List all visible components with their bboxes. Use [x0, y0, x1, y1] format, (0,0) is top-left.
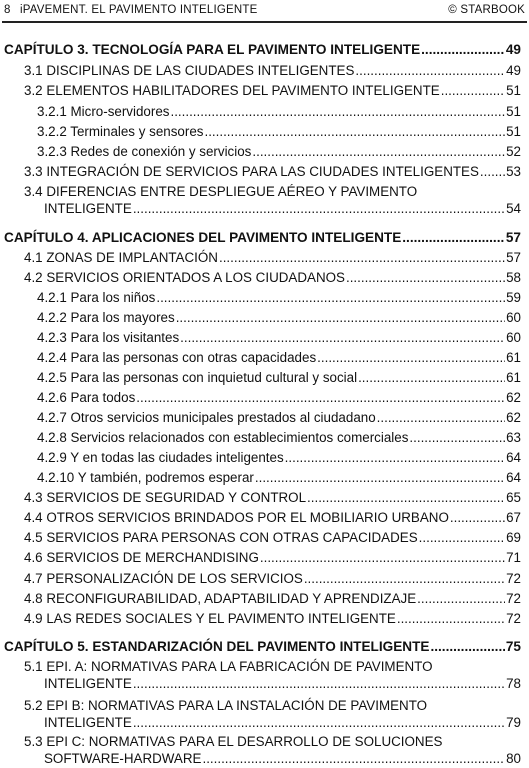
page-ref: 65 [506, 490, 521, 505]
page-ref: 51 [506, 124, 521, 139]
page-header [4, 1, 525, 19]
leader-dots [219, 249, 505, 266]
leader-dots [419, 529, 505, 546]
page-ref: 80 [506, 751, 521, 766]
leader-dots [156, 289, 505, 306]
leader-dots [180, 329, 505, 346]
toc-section-4-3: 4.3 SERVICIOS DE SEGURIDAD Y CONTROL ..... 65 [24, 489, 521, 506]
toc-section-4-5: 4.5 SERVICIOS PARA PERSONAS CON OTRAS CAPACIDADES ..... 69 [24, 529, 521, 546]
toc-section-4-7: 4.7 PERSONALIZACIÓN DE LOS SERVICIOS ..... 72 [24, 570, 521, 587]
toc-subsection-4-2-3: 4.2.3 Para los visitantes ..... 60 [37, 329, 521, 346]
toc-subsection-3-2-3: 3.2.3 Redes de conexión y servicios ..... 52 [37, 143, 521, 160]
leader-dots [133, 714, 505, 731]
toc-section-3-1: 3.1 DISCIPLINAS DE LAS CIUDADES INTELIGENTES ..... 49 [24, 62, 521, 79]
leader-dots [202, 750, 505, 767]
page-ref: 72 [506, 591, 521, 606]
leader-dots [204, 123, 505, 140]
toc-section-4-9: 4.9 LAS REDES SOCIALES Y EL PAVIMENTO INTELIGENTE ..... 72 [24, 610, 521, 627]
toc-subsection-4-2-7: 4.2.7 Otros servicios municipales prestados al ciudadano ..... 62 [37, 409, 521, 426]
page-ref: 59 [506, 290, 521, 305]
leader-dots [260, 549, 505, 566]
page-ref: 72 [506, 611, 521, 626]
toc-subsection-4-2-2: 4.2.2 Para los mayores ..... 60 [37, 309, 521, 326]
toc-subsection-4-2-8: 4.2.8 Servicios relacionados con establecimientos comerciales ..... 63 [37, 429, 521, 446]
leader-dots [409, 429, 505, 446]
header-divider [2, 21, 527, 23]
page-ref: 78 [506, 676, 521, 691]
leader-dots [355, 62, 505, 79]
toc-chapter-5: CAPÍTULO 5. ESTANDARIZACIÓN DEL PAVIMENTO INTELIGENTE ..... 75 [4, 638, 521, 655]
page-ref: 57 [505, 230, 521, 245]
toc-section-4-4: 4.4 OTROS SERVICIOS BRINDADOS POR EL MOBILIARIO URBANO ..... 67 [24, 509, 521, 526]
page-ref: 60 [506, 310, 521, 325]
leader-dots [430, 638, 504, 655]
leader-dots [450, 509, 505, 526]
toc-section-4-6: 4.6 SERVICIOS DE MERCHANDISING ..... 71 [24, 549, 521, 566]
leader-dots [421, 41, 505, 58]
leader-dots [346, 269, 505, 286]
page-ref: 61 [506, 370, 521, 385]
leader-dots [441, 82, 505, 99]
page-ref: 61 [506, 350, 521, 365]
leader-dots [417, 590, 505, 607]
page-ref: 57 [506, 250, 521, 265]
page-ref: 64 [506, 470, 521, 485]
page-ref: 63 [506, 430, 521, 445]
toc-subsection-4-2-4: 4.2.4 Para las personas con otras capacidades ..... 61 [37, 349, 521, 366]
toc-subsection-4-2-6: 4.2.6 Para todos ..... 62 [37, 389, 521, 406]
toc-section-3-4: 3.4 DIFERENCIAS ENTRE DESPLIEGUE AÉREO Y PAVIMENTO INTELIGENTE ..... 54 [24, 183, 521, 217]
leader-dots [170, 103, 505, 120]
toc-section-4-1: 4.1 ZONAS DE IMPLANTACIÓN ..... 57 [24, 249, 521, 266]
leader-dots [377, 409, 505, 426]
leader-dots [133, 675, 505, 692]
leader-dots [176, 309, 505, 326]
page-ref: 79 [506, 715, 521, 730]
leader-dots [307, 489, 505, 506]
page-ref: 58 [506, 270, 521, 285]
leader-dots [252, 143, 505, 160]
toc-subsection-3-2-1: 3.2.1 Micro-servidores ..... 51 [37, 103, 521, 120]
leader-dots [402, 229, 505, 246]
page-ref: 52 [506, 144, 521, 159]
running-title: iPAVEMENT. EL PAVIMENTO INTELIGENTE [20, 4, 258, 16]
toc-section-5-2: 5.2 EPI B: NORMATIVAS PARA LA INSTALACIÓN DE PAVIMENTO INTELIGENTE ..... 79 [24, 697, 521, 731]
page-ref: 69 [506, 530, 521, 545]
leader-dots [285, 449, 505, 466]
toc-section-4-8: 4.8 RECONFIGURABILIDAD, ADAPTABILIDAD Y APRENDIZAJE ..... 72 [24, 590, 521, 607]
page-ref: 51 [506, 104, 521, 119]
page-ref: 62 [506, 410, 521, 425]
leader-dots [358, 369, 505, 386]
publisher-mark: © STARBOOK [448, 4, 525, 16]
page-ref: 49 [505, 42, 521, 57]
leader-dots [136, 389, 505, 406]
toc-subsection-3-2-2: 3.2.2 Terminales y sensores ..... 51 [37, 123, 521, 140]
page-ref: 49 [506, 63, 521, 78]
leader-dots [480, 163, 505, 180]
toc-section-5-3: 5.3 EPI C: NORMATIVAS PARA EL DESARROLLO DE SOLUCIONES SOFTWARE-HARDWARE ..... 80 [24, 733, 521, 767]
page-ref: 51 [506, 83, 521, 98]
toc-section-5-1: 5.1 EPI. A: NORMATIVAS PARA LA FABRICACIÓN DE PAVIMENTO INTELIGENTE ..... 78 [24, 658, 521, 692]
page-ref: 53 [506, 164, 521, 179]
toc-section-3-3: 3.3 INTEGRACIÓN DE SERVICIOS PARA LAS CIUDADES INTELIGENTES ..... 53 [24, 163, 521, 180]
leader-dots [317, 349, 505, 366]
leader-dots [397, 610, 505, 627]
page-ref: 64 [506, 450, 521, 465]
toc-section-3-2: 3.2 ELEMENTOS HABILITADORES DEL PAVIMENTO INTELIGENTE ..... 51 [24, 82, 521, 99]
page-ref: 67 [506, 510, 521, 525]
toc-subsection-4-2-1: 4.2.1 Para los niños ..... 59 [37, 289, 521, 306]
toc-chapter-4: CAPÍTULO 4. APLICACIONES DEL PAVIMENTO INTELIGENTE ..... 57 [4, 229, 521, 246]
page-ref: 71 [506, 550, 521, 565]
page-ref: 72 [506, 571, 521, 586]
toc-section-4-2: 4.2 SERVICIOS ORIENTADOS A LOS CIUDADANOS ..... 58 [24, 269, 521, 286]
toc-subsection-4-2-9: 4.2.9 Y en todas las ciudades inteligentes ..... 64 [37, 449, 521, 466]
toc-subsection-4-2-10: 4.2.10 Y también, podremos esperar ..... 64 [37, 469, 521, 486]
page-ref: 62 [506, 390, 521, 405]
page-number: 8 [4, 4, 11, 16]
page-ref: 54 [506, 201, 521, 216]
leader-dots [255, 469, 505, 486]
leader-dots [304, 570, 505, 587]
leader-dots [133, 200, 505, 217]
toc-subsection-4-2-5: 4.2.5 Para las personas con inquietud cultural y social ..... 61 [37, 369, 521, 386]
page-ref: 75 [505, 639, 521, 654]
page-ref: 60 [506, 330, 521, 345]
toc-chapter-3: CAPÍTULO 3. TECNOLOGÍA PARA EL PAVIMENTO INTELIGENTE ..... 49 [4, 41, 521, 58]
